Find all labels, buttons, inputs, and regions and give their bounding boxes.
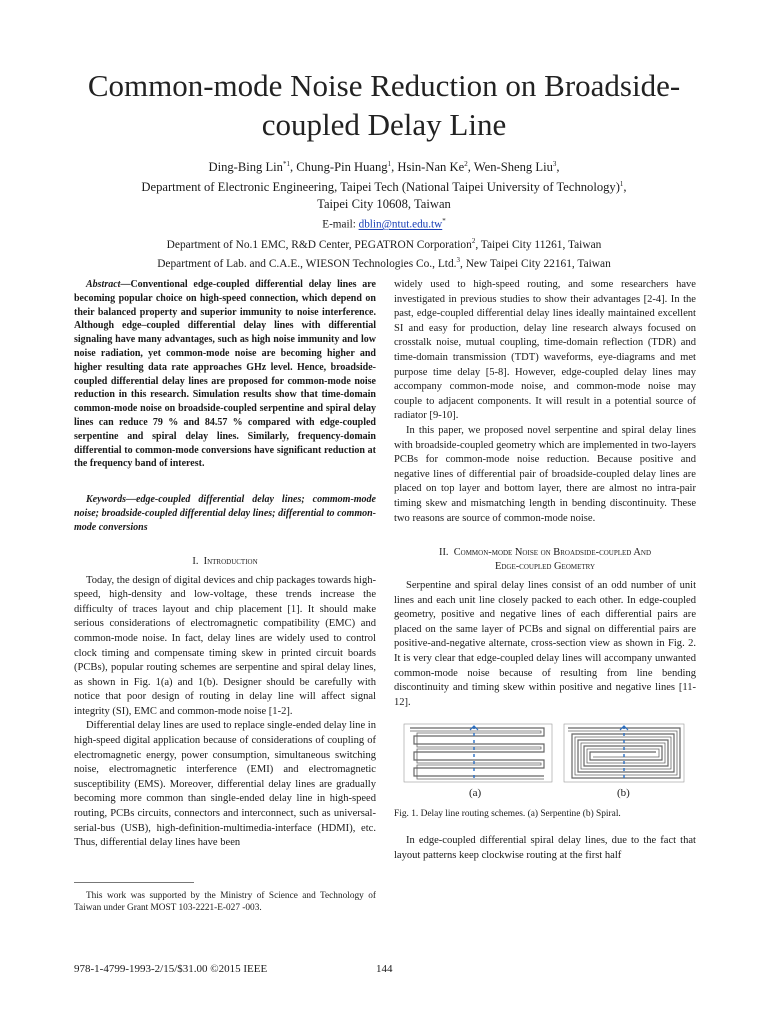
author-4-sup: 3 bbox=[552, 160, 557, 168]
right-column bbox=[394, 278, 696, 864]
paper-title bbox=[60, 66, 708, 144]
serpentine-trace-inner bbox=[410, 731, 544, 779]
email-label: E-mail: bbox=[322, 219, 359, 232]
title-line-2: coupled Delay Line bbox=[261, 107, 507, 142]
author-2-sup: 1 bbox=[387, 160, 392, 168]
footnote-divider bbox=[74, 882, 194, 883]
intro-paragraph-1: Today, the design of digital devices and chip packages towards high-speed, high-density and low-voltage, these trends increase the difficulty of traces layout and chip placement [1]. It should make serious considerations of electromagnetic compatibility (EMC) and common-mode noise. In fact, delay lines are widely used to control clock timing and compensate timing skew in printed circuit boards (PCBs), popular routing schemes are serpentine and spiral delay lines, as shown in Fig. 1(a) and 1(b). Designer should be carefully with notice that poor design of routing in delay line will affect signal integrity (SI), EMC and common-mode noise [1-2]. bbox=[74, 574, 376, 717]
affiliation-2-text: Department of No.1 EMC, R&D Center, PEGATRON Corporation bbox=[166, 238, 472, 251]
author-3-sup: 2 bbox=[464, 160, 468, 168]
title-line-1: Common-mode Noise Reduction on Broadside- bbox=[87, 68, 681, 103]
affiliation-3 bbox=[40, 253, 728, 272]
affiliation-2-sup: 2 bbox=[471, 237, 476, 246]
affiliation-3-city: , New Taipei City 22161, Taiwan bbox=[460, 257, 611, 270]
affiliation-2-city: , Taipei City 11261, Taiwan bbox=[475, 238, 602, 251]
abstract-label: Abstract bbox=[86, 279, 121, 290]
affiliation-3-sup: 3 bbox=[456, 255, 460, 264]
author-names: Ding-Bing Lin$^{*1}$, Chung-Pin Huang$^1$, Hsin-Nan Ke$^2$, Wen-Sheng Liu$^3$, bbox=[208, 160, 560, 175]
section-2-title-1: Common-mode Noise on Broadside-coupled And bbox=[453, 547, 651, 559]
footer-isbn: 978-1-4799-1993-2/15/$31.00 ©2015 IEEE bbox=[74, 963, 268, 975]
email-link[interactable]: dblin@ntut.edu.tw bbox=[358, 219, 443, 232]
author-1: Ding-Bing Lin bbox=[208, 160, 283, 175]
right-paragraph-3: Serpentine and spiral delay lines consist of an odd number of unit lines and each unit line closely packed to each other. In edge-coupled geometry, positive and negative lines of each differential pairs are placed on the same layer of PCBs and signal on differential pairs are positive-and-negative alternate, cross-section view as shown in Fig. 2. It is very clear that edge-coupled delay lines will accompany unwanted common-mode noise because of resulting from line bending discontinuity and timing skew within positive and negative lines [11-12]. bbox=[394, 580, 696, 708]
affiliation-1-text: Department of Electronic Engineering, Taipei Tech (National Taipei University of Technology) bbox=[141, 180, 620, 195]
email-sup: * bbox=[442, 217, 446, 226]
page-number: 144 bbox=[376, 963, 393, 975]
right-paragraph-1: widely used to high-speed routing, and some researchers have investigated in previous studies to show their advantages [2-4]. In the past, edge-coupled differential delay lines ideally maintained excellent SI and easy for production, delay line research always focused on crosstalk noise, mutual coupling, time-domain reflection (TDR) and time-domain transmission (TDT) waveforms, eye-diagrams and met purpose time delay [5-8]. However, edge-coupled delay lines may accompany common-mode noise, and common-mode noise may couple to adjacent components. It will result in a potential source of radiator [9-10]. bbox=[394, 279, 696, 422]
affiliation-1: Department of Electronic Engineering, Taipei Tech (National Taipei University of Technology)$^1$, bbox=[141, 180, 627, 195]
serpentine-diagram bbox=[404, 724, 552, 782]
author-2: Chung-Pin Huang bbox=[296, 160, 388, 175]
figure-1-caption: Fig. 1. Delay line routing schemes. (a) Serpentine (b) Spiral. bbox=[394, 809, 621, 820]
author-3: Hsin-Nan Ke bbox=[397, 160, 465, 175]
figure-1-label-a: (a) bbox=[469, 787, 482, 800]
left-column bbox=[74, 278, 376, 851]
keywords bbox=[74, 493, 376, 534]
affiliation-3-text: Department of Lab. and C.A.E., WIESON Technologies Co., Ltd. bbox=[157, 257, 457, 270]
affiliation-1-sup: 1 bbox=[619, 180, 624, 189]
author-block bbox=[40, 156, 728, 272]
keywords-label: Keywords bbox=[86, 494, 126, 506]
abstract-text: —Conventional edge-coupled differential delay lines are becoming popular choice on high-speed connection, which depend on their balanced property and superior immunity to noise interference. Although edge–coupled differential delay lines with differential signaling have many advantages, such as high noise immunity and low noise radiation, yet common-mode noise are becoming higher and higher resulting data rate approaches GHz level. Hence, broadside-coupled differential delay lines are proposed for common-mode noise reduction in this research. Simulation results show that time-domain common-mode noise on broadside-coupled serpentine and spiral delay lines can reduce 79 % and 84.57 % compared with edge-coupled serpentine and spiral delay lines. Similarly, frequency-domain differential to common-mode conversions have significant reduction at the frequency band of interest. bbox=[74, 279, 376, 470]
right-paragraph-4: In edge-coupled differential spiral delay lines, due to the fact that layout patterns keep clockwise routing at the first half bbox=[394, 835, 696, 862]
spiral-diagram bbox=[564, 724, 684, 782]
author-1-sup: *1 bbox=[282, 160, 290, 168]
right-paragraph-2: In this paper, we proposed novel serpentine and spiral delay lines with broadside-coupled geometry which are implemented in two-layers PCBs for common-mode noise reduction. Because positive and negative lines of differential pair of broadside-coupled delay lines are placed on top layer and bottom layer, there are almost no intra-pair timing skew and mismatching length in bending discontinuity. These two reasons are source of common-mode noise. bbox=[394, 424, 696, 524]
section-2-heading-line-1 bbox=[394, 546, 696, 560]
section-1-heading bbox=[74, 555, 376, 569]
email-line bbox=[40, 213, 728, 234]
footnote: This work was supported by the Ministry of Science and Technology of Taiwan under Grant MOST 103-2221-E-027 -003. bbox=[74, 891, 376, 913]
intro-paragraph-2: Differential delay lines are used to replace single-ended delay line in high-speed digital application because of considerations of coupling of electromagnetic energy, power consumption, simultaneous switching noise, electromagnetic interference (EMI) and electromagnetic susceptibility (EMS). Moreover, differential delay lines are gradually becoming more common than single-ended delay line in high-speed routing, PCBs circuits, connectors and interconnect, such as universal-serial-bus (USB), high-definition-multimedia-interface (HDMI), etc. Thus, differential delay lines have been bbox=[74, 720, 376, 849]
section-2-heading bbox=[394, 546, 696, 574]
figure-1 bbox=[394, 722, 696, 804]
section-2-heading-line-2: Edge-coupled Geometry bbox=[494, 561, 596, 573]
section-2-number: II. bbox=[438, 547, 449, 559]
abstract bbox=[74, 278, 376, 471]
keywords-text: —edge-coupled differential delay lines; commom-mode noise; broadside-coupled differential delay lines; differential to common-mode conversions bbox=[74, 494, 376, 533]
section-1-number: I. bbox=[192, 555, 199, 567]
author-4: Wen-Sheng Liu bbox=[473, 160, 553, 175]
affiliation-2 bbox=[40, 234, 728, 253]
figure-1-drawing bbox=[394, 722, 696, 788]
section-1-title: Introduction bbox=[203, 555, 258, 567]
serpentine-trace-outer bbox=[410, 728, 544, 776]
affiliation-1-city: Taipei City 10608, Taiwan bbox=[317, 197, 451, 212]
figure-1-label-b: (b) bbox=[617, 787, 630, 800]
spiral-frame bbox=[564, 724, 684, 782]
